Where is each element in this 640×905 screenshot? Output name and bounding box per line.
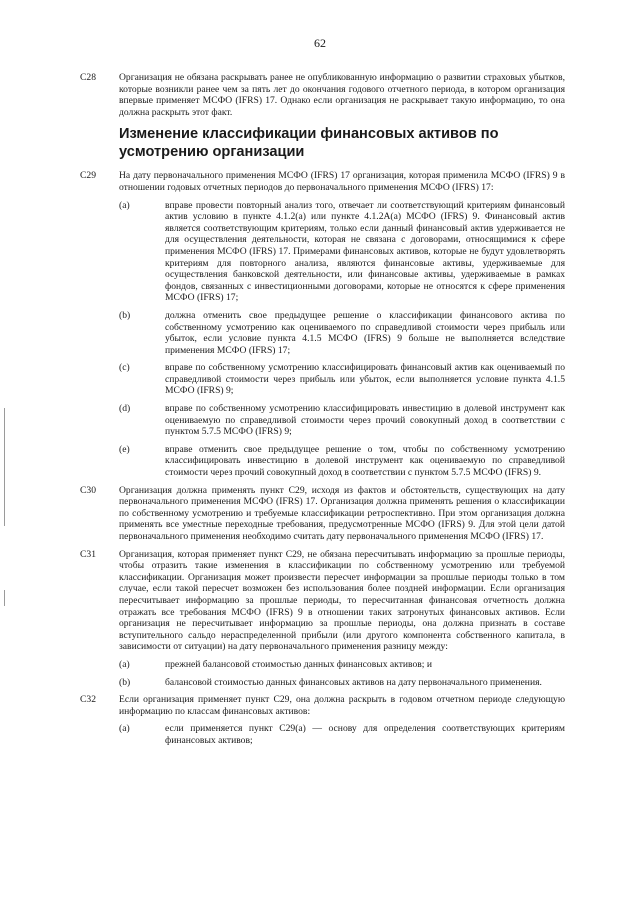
sub-item-text: вправе по собственному усмотрению классифицировать финансовый актив как оцениваемый по справедливой стоимости через прибыль или убыток, если выполняется условие пункта 4.1.5 МСФО (IFRS) 9; [165, 362, 565, 397]
sub-item-label: (e) [119, 443, 130, 455]
sub-item-text: должна отменить свое предыдущее решение о классификации финансового актива по собственному усмотрению как оцениваемого по справедливой стоимости через прибыль или убыток, если условие пункта 4.1.5 МСФО (IFRS) 9 больше не выполняется вследствие применения МСФО (IFRS) 17; [165, 309, 565, 356]
paragraph-c29 [0, 170, 640, 478]
sub-item-text: вправе по собственному усмотрению классифицировать инвестицию в долевой инструмент как оцениваемую по справедливой стоимости через прочий совокупный доход в соответствии с пунктом 5.7.5 МСФО (IFRS) 9; [165, 403, 565, 438]
sub-item-label: (b) [119, 676, 131, 688]
paragraph-number: C28 [80, 72, 96, 83]
sub-item-text: балансовой стоимостью данных финансовых активов на дату первоначального применения. [165, 676, 542, 688]
sub-item [0, 200, 640, 304]
section-heading: Изменение классификации финансовых активов по усмотрению организации [119, 126, 499, 160]
sub-item [0, 310, 640, 356]
paragraph-text: Организация должна применять пункт C29, исходя из фактов и обстоятельств, существующих на дату первоначального применения МСФО (IFRS) 17. Организация должна применять решения о классификации по собственному усмотрению и требуемые классификации ретроспективно. При этом организация должна применять все уместные переходные требования, предусмотренные МСФО (IFRS) 9. Для этой цели датой первоначального применения необходимо считать дату первоначального применения МСФО (IFRS) 17. [119, 484, 565, 542]
sub-item [0, 677, 640, 689]
page-number: 62 [314, 36, 326, 50]
sub-item-label: (c) [119, 362, 130, 374]
sub-item-text: вправе отменить свое предыдущее решение о том, чтобы по собственному усмотрению классифицировать инвестицию в долевой инструмент как оцениваемую по справедливой стоимости через прочий совокупный доход в соответствии с пунктом 5.7.5 МСФО (IFRS) 9. [165, 443, 565, 479]
paragraph-text: Организация не обязана раскрывать ранее не опубликованную информацию о развитии страховых убытков, которые возникли ранее чем за пять лет до окончания годового отчетного периода, в котором организация впервые применяет МСФО (IFRS) 17. Однако если организация не раскрывает такую информацию, то она должна раскрыть этот факт. [119, 72, 565, 118]
sub-item-label: (a) [119, 199, 130, 211]
sub-item-list [0, 659, 640, 688]
sub-item-label: (a) [119, 723, 130, 735]
sub-item-text: вправе провести повторный анализ того, отвечает ли соответствующий критериям финансовый актив условию в пункте 4.1.2(a) или пункте 4.1.2A(a) МСФО (IFRS) 9. Финансовый актив является соответствующим критериям, только если данный финансовый актив удерживается не для осуществления деятельности, которая не связана с договорами, относящимися к сфере применения МСФО (IFRS) 17. Примерами финансовых активов, которые не будут удовлетворять критериям для повторного анализа, являются финансовые активы, удерживаемые для осуществления банковской деятельности, или финансовые активы, удерживаемые в рамках фондов, связанных с инвестиционными договорами, которые не относятся к сфере применения МСФО (IFRS) 17; [165, 199, 565, 304]
paragraph-c30 [0, 485, 640, 543]
paragraph-text: На дату первоначального применения МСФО (IFRS) 17 организация, которая применила МСФО (IFRS) 9 в отношении годовых отчетных периодов до первоначального применения МСФО (IFRS) 17: [119, 170, 565, 193]
sub-item [0, 362, 640, 397]
paragraph-text: Если организация применяет пункт C29, она должна раскрыть в годовом отчетном периоде следующую информацию по классам финансовых активов: [119, 694, 565, 717]
sub-item-label: (a) [119, 658, 130, 670]
sub-item [0, 659, 640, 671]
sub-item [0, 444, 640, 479]
sub-item-list [0, 200, 640, 479]
paragraph-number: C30 [80, 484, 96, 496]
paragraph-c32 [0, 694, 640, 746]
paragraph-text: Организация, которая применяет пункт C29, не обязана пересчитывать информацию за прошлые периоды, чтобы отразить такие изменения в классификации по собственному усмотрению или требуемой классификации. Организация может произвести пересчет информации за прошлые периоды только в том случае, если такой пересчет возможен без использования более поздней информации. Если организация пересчитывает информацию за прошлые периоды, то пересчитанная финансовая отчетность должна отражать все требования МСФО (IFRS) 9 в отношении таких затронутых финансовых активов. Если организация не пересчитывает информацию за прошлые периоды, она должна признать в составе вступительного сальдо нераспределенной прибыли (или другого компонента собственного капитала, в зависимости от ситуации) на дату первоначального применения разницу между: [119, 548, 565, 653]
sub-item [0, 723, 640, 746]
sub-item-label: (d) [119, 403, 131, 415]
sub-item-text: если применяется пункт C29(a) — основу для определения соответствующих критериям финансовых активов; [165, 723, 565, 746]
paragraph-number: C32 [80, 694, 96, 706]
paragraph-number: C31 [80, 548, 96, 560]
document-body [0, 72, 640, 753]
sub-item-text: прежней балансовой стоимостью данных финансовых активов; и [165, 658, 433, 670]
paragraph-number: C29 [80, 170, 96, 182]
paragraph-c28 [0, 72, 640, 118]
sub-item-list [0, 723, 640, 746]
sub-item-label: (b) [119, 309, 131, 321]
paragraph-c31 [0, 549, 640, 689]
sub-item [0, 403, 640, 438]
